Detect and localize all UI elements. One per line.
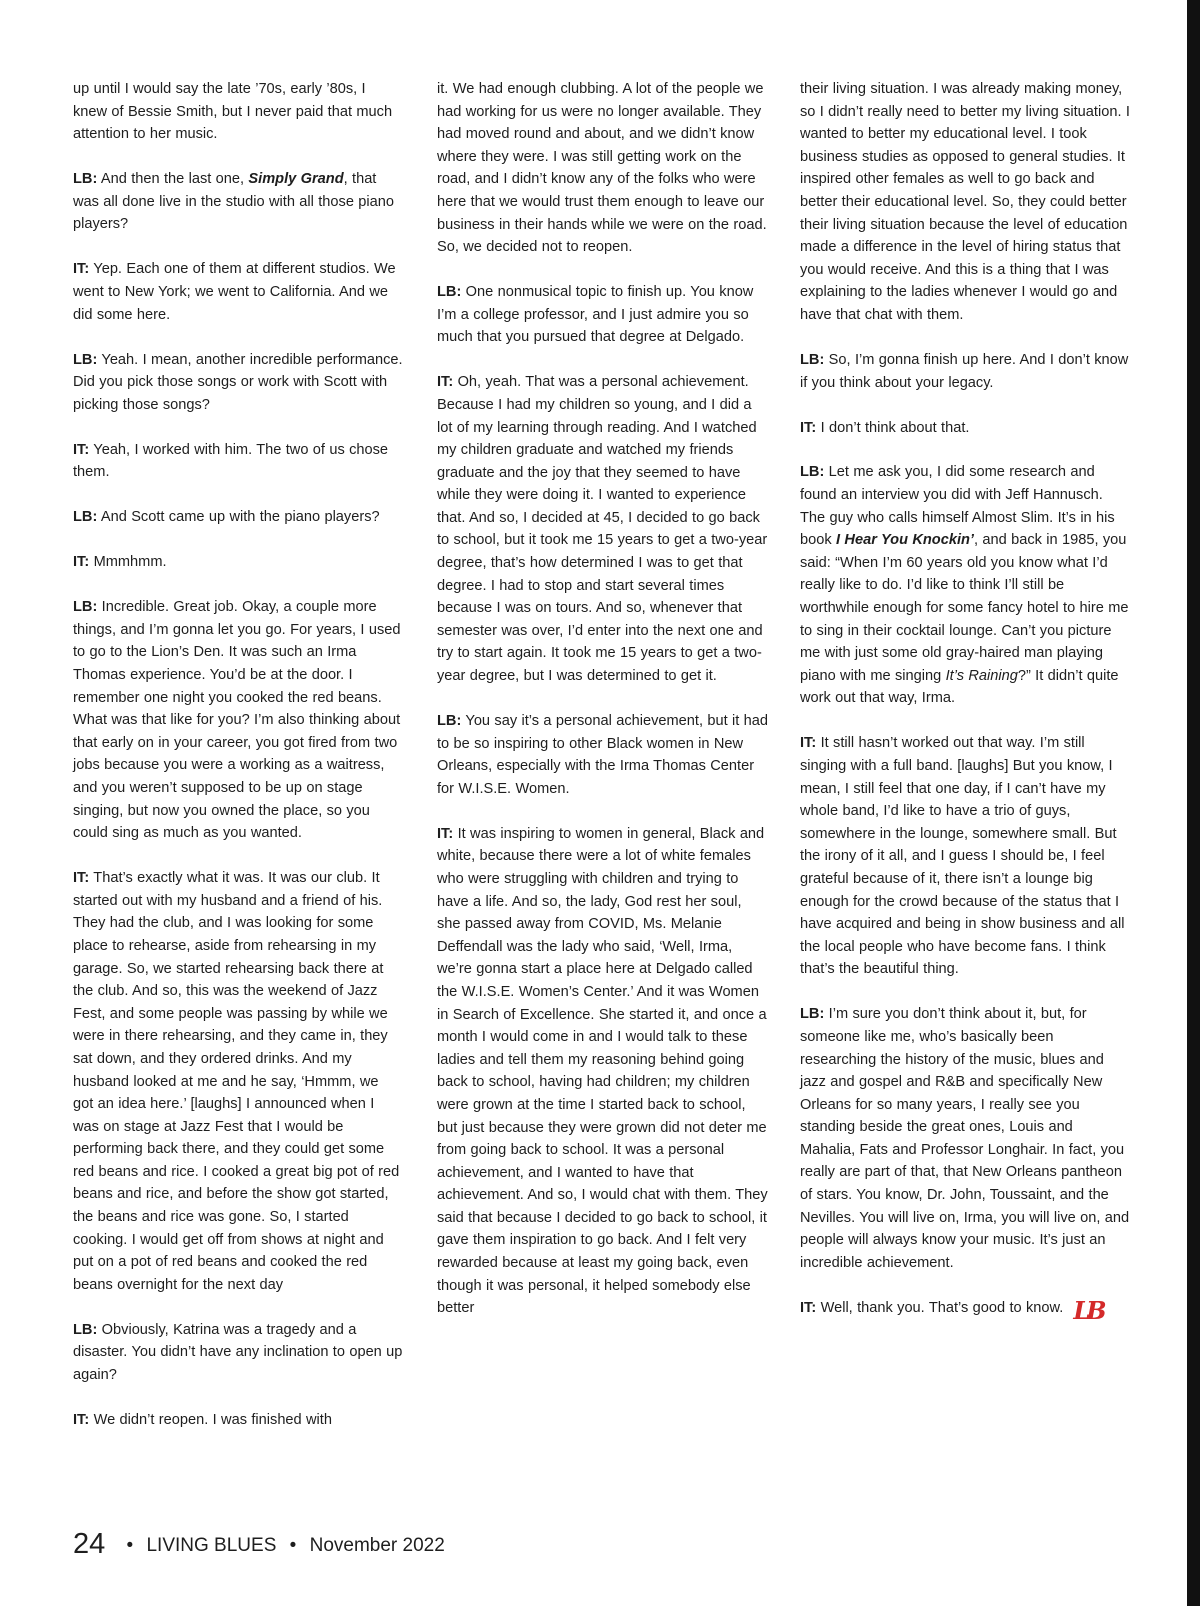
interview-paragraph [800,732,1132,981]
paragraph-text: Obviously, Katrina was a tragedy and a disaster. You didn’t have any inclination to open up again? [73,1321,403,1384]
interview-paragraph [800,461,1132,710]
paragraph-text: It still hasn’t worked out that way. I’m still singing with a full band. [laughs] But you know, I mean, I still feel that one day, if I can’t have my whole band, I’d like to have a trio of guys, somewhere in the lounge, somewhere small. But the irony of it all, and I guess I should be, I feel grateful because of it, there isn’t a lounge big enough for the crowd because of the status that I have acquired and being in show business and all the local people who have become fans. I think that’s the beautiful thing. [800,735,1125,978]
article-column-3 [800,78,1132,1345]
speaker-label: LB: [73,599,98,616]
footer-bullet: • [126,1535,134,1556]
interview-paragraph [800,1297,1132,1323]
page-footer [73,1528,445,1561]
article-column-2 [437,78,769,1342]
speaker-label: LB: [800,464,825,481]
speaker-label: LB: [73,1321,98,1338]
speaker-label: IT: [800,1299,817,1316]
speaker-label: IT: [73,441,90,458]
interview-paragraph [800,349,1132,394]
paragraph-text: We didn’t reopen. I was finished with [89,1412,332,1428]
speaker-label: IT: [800,419,817,436]
paragraph-text: ?” It didn’t quite work out that way, Irma. [800,667,1119,707]
paragraph-text: And Scott came up with the piano players? [97,509,380,526]
speaker-label: IT: [437,374,454,391]
paragraph-text: And then the last one, [97,171,249,188]
interview-paragraph [437,281,769,349]
page-edge-bar [1187,0,1200,1606]
speaker-label: LB: [73,351,98,368]
interview-paragraph [73,258,403,326]
interview-paragraph [437,371,769,687]
speaker-label: IT: [73,261,90,278]
paragraph-text: Yeah, I worked with him. The two of us chose them. [73,441,389,481]
paragraph-text: I don’t think about that. [816,419,970,436]
interview-paragraph [437,710,769,800]
paragraph-text: That’s exactly what it was. It was our club. It started out with my husband and a friend of his. They had the club, and I was looking for some place to rehearse, aside from rehearsing in my garage. So, we started rehearsing back there at the club. And so, this was the weekend of Jazz Fest, and some people was passing by while we were in there rehearsing, and they came in, they sat down, and they ordered drinks. And my husband looked at me and he say, ‘Hmmm, we got an idea here.’ [laughs] I announced when I was on stage at Jazz Fest that I would be performing back there, and they could get some red beans and rice. I cooked a great big pot of red beans and rice, and before the show got started, the beans and rice was gone. So, I started cooking. I would get off from shows at night and put on a pot of red beans and cooked the red beans overnight for the next day [73,870,400,1293]
paragraph-text: , and back in 1985, you said: “When I’m 60 years old you know what I’d really like to do. I’d like to think I’ll still be worthwhile enough for some fancy hotel to hire me to sing in their cocktail lounge. Can’t you picture me with just some old gray-haired man playing piano with me singing [800,532,1129,684]
paragraph-text: So, I’m gonna finish up here. And I don’t know if you think about your legacy. [800,351,1129,391]
paragraph-text: it. We had enough clubbing. A lot of the people we had working for us were no longer available. They had moved round and about, and we didn’t know where they were. I was still getting work on the road, and I didn’t know any of the folks who were here that we would trust them enough to leave our business in their hands while we were on the road. So, we decided not to reopen. [437,81,767,256]
paragraph-text: Incredible. Great job. Okay, a couple more things, and I’m gonna let you go. For years, I used to go to the Lion’s Den. It was such an Irma Thomas experience. You’d be at the door. I remember one night you cooked the red beans. What was that like for you? I’m also thinking about that early on in your career, you got fired from two jobs because you were a working as a waitress, and you weren’t supposed to be up on stage singing, but now you owned the place, so you could sing as much as you wanted. [73,599,401,842]
interview-paragraph [73,596,403,845]
paragraph-text: Yeah. I mean, another incredible performance. Did you pick those songs or work with Scott with picking those songs? [73,351,403,413]
paragraph-text: , that was all done live in the studio with all those piano players? [73,171,395,233]
interview-paragraph [437,78,769,259]
interview-paragraph [73,349,403,417]
paragraph-text: Oh, yeah. That was a personal achievement. Because I had my children so young, and I did a lot of my learning through reading. And I watched my children graduate and watched my friends graduate and the joy that they seemed to have while they were doing it. I wanted to experience that. And so, I decided at 45, I decided to go back to school, but it took me 15 years to get a two-year degree, that’s how determined I was to get that degree. I had to stop and start several times because I was on tours. And so, whenever that semester was over, I’d enter into the next one and try to start again. It took me 15 years to get a two-year degree, but I was determined to get it. [437,374,768,685]
interview-paragraph [437,823,769,1320]
interview-paragraph [73,1319,403,1387]
article-column-1 [73,78,403,1454]
magazine-name: LIVING BLUES [146,1535,277,1556]
speaker-label: LB: [437,284,462,301]
interview-paragraph [73,78,403,146]
speaker-label: LB: [437,713,462,730]
interview-paragraph [73,867,403,1296]
paragraph-text: It was inspiring to women in general, Black and white, because there were a lot of white females who were struggling with children and trying to have a life. And so, the lady, God rest her soul, she passed away from COVID, Ms. Melanie Deffendall was the lady who said, ‘Well, Irma, we’re gonna start a place here at Delgado called the W.I.S.E. Women’s Center.’ And it was Women in Search of Excellence. She started it, and once a month I would come in and I would talk to these ladies and tell them my reasoning behind going back to school, having had children; my children were grown at the time I started back to school, but just because they were grown did not deter me from going back to school. It was a personal achievement, and I wanted to have that achievement. And so, I would chat with them. They said that because I decided to go back to school, it gave them inspiration to go back. And I felt very rewarded because at least my going back, even though it was personal, it helped somebody else better [437,825,768,1317]
interview-paragraph [800,78,1132,327]
lb-signature-icon: LB [1073,1295,1103,1325]
paragraph-text: Yep. Each one of them at different studios. We went to New York; we went to California. And we did some here. [73,261,396,323]
album-title: Simply Grand [248,171,344,188]
interview-paragraph [800,1003,1132,1274]
song-title: It’s Raining [945,667,1018,684]
speaker-label: IT: [437,825,454,842]
speaker-label: IT: [73,554,90,571]
paragraph-text: I’m sure you don’t think about it, but, for someone like me, who’s basically been researching the history of the music, blues and jazz and gospel and R&B and specifically New Orleans for so many years, I really see you standing beside the great ones, Louis and Mahalia, Fats and Professor Longhair. In fact, you really are part of that, that New Orleans pantheon of stars. You know, Dr. John, Toussaint, and the Nevilles. You will live on, Irma, you will live on, and people will always know your music. It’s just an incredible achievement. [800,1006,1130,1271]
speaker-label: IT: [73,870,90,887]
speaker-label: IT: [73,1412,90,1428]
interview-paragraph [73,506,403,529]
album-title: I Hear You Knockin’ [836,532,974,549]
paragraph-text: You say it’s a personal achievement, but it had to be so inspiring to other Black women in New Orleans, especially with the Irma Thomas Center for W.I.S.E. Women. [437,713,768,797]
speaker-label: LB: [800,1006,825,1023]
paragraph-text: Well, thank you. That’s good to know. [816,1299,1064,1316]
issue-date: November 2022 [309,1535,445,1556]
paragraph-text: Mmmhmm. [89,554,167,571]
paragraph-text: up until I would say the late ’70s, early ’80s, I knew of Bessie Smith, but I never paid that much attention to her music. [73,81,393,143]
interview-paragraph [73,168,403,236]
interview-paragraph [800,417,1132,440]
speaker-label: IT: [800,735,817,752]
paragraph-text: their living situation. I was already making money, so I didn’t really need to better my living situation. I wanted to better my educational level. I took business studies as opposed to general studies. It inspired other females as well to go back and better their educational level. So, they could better their living situation because the level of education made a difference in the level of hiring status that you would receive. And this is a thing that I was explaining to the ladies whenever I would go and have that chat with them. [800,81,1130,323]
speaker-label: LB: [73,171,98,188]
interview-paragraph [73,439,403,484]
page-number: 24 [73,1528,106,1560]
speaker-label: LB: [800,351,825,368]
footer-bullet: • [289,1535,297,1556]
paragraph-text: Let me ask you, I did some research and found an interview you did with Jeff Hannusch. The guy who calls himself Almost Slim. It’s in his book [800,464,1115,549]
interview-paragraph [73,1409,403,1432]
paragraph-text: One nonmusical topic to finish up. You know I’m a college professor, and I just admire you so much that you pursued that degree at Delgado. [437,284,754,346]
interview-paragraph [73,551,403,574]
speaker-label: LB: [73,509,98,526]
